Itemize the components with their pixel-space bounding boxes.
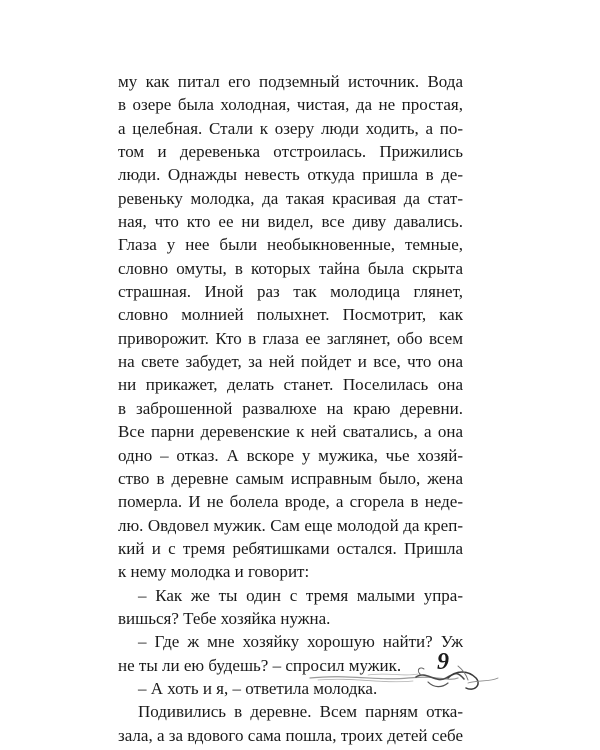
text-line: померла. И не болела вроде, а сгорела в неде- xyxy=(118,492,463,512)
text-line: Все парни деревенские к ней сватались, а она xyxy=(118,422,463,442)
text-line: том и деревенька отстроилась. Прижились xyxy=(118,142,463,162)
page-number: 9 xyxy=(437,649,449,675)
text-line: лю. Овдовел мужик. Сам еще молодой да креп- xyxy=(118,515,463,535)
text-line: кий и с тремя ребятишками остался. Пришла xyxy=(118,538,463,558)
text-line: в озере была холодная, чистая, да не простая, xyxy=(118,95,463,115)
text-line: Глаза у нее были необыкновенные, темные, xyxy=(118,235,463,255)
page-text xyxy=(118,70,463,747)
text-line: ная, что кто ее ни видел, все диву давались. xyxy=(118,212,463,232)
text-line: ство в деревне самым исправным было, жена xyxy=(118,468,463,488)
dialogue-line: – Как же ты один с тремя малыми упра- xyxy=(138,585,463,605)
text-line: ни прикажет, делать станет. Поселилась она xyxy=(118,375,463,395)
text-line: страшная. Иной раз так молодица глянет, xyxy=(118,282,463,302)
text-line: к нему молодка и говорит: xyxy=(118,562,310,582)
text-line: му как питал его подземный источник. Вода xyxy=(118,72,463,91)
text-line: в заброшенной развалюхе на краю деревни. xyxy=(118,398,463,418)
text-line: словно молнией полыхнет. Посмотрит, как xyxy=(118,305,463,325)
text-line: приворожит. Кто в глаза ее заглянет, обо всем xyxy=(118,328,463,348)
dialogue-line: не ты ли ею будешь? – спросил мужик. xyxy=(118,655,402,675)
text-line: на свете забудет, за ней пойдет и все, что она xyxy=(118,352,463,372)
dialogue-line: – Где ж мне хозяйку хорошую найти? Уж xyxy=(138,632,463,652)
text-line: а целебная. Стали к озеру люди ходить, а по- xyxy=(118,118,463,138)
page-ornament xyxy=(308,648,508,698)
text-line: ревеньку молодка, да такая красивая да стат- xyxy=(118,188,463,208)
text-line: одно – отказ. А вскоре у мужика, чье хозяй- xyxy=(118,445,463,465)
text-line: словно омуты, в которых тайна была скрыта xyxy=(118,258,463,278)
text-line: зала, а за вдового сама пошла, троих детей себе xyxy=(118,725,463,745)
text-line: Подивились в деревне. Всем парням отка- xyxy=(138,702,463,722)
dialogue-line: – А хоть и я, – ответила молодка. xyxy=(138,678,378,698)
dialogue-line: вишься? Тебе хозяйка нужна. xyxy=(118,608,331,628)
text-line: люди. Однажды невесть откуда пришла в де- xyxy=(118,165,463,185)
